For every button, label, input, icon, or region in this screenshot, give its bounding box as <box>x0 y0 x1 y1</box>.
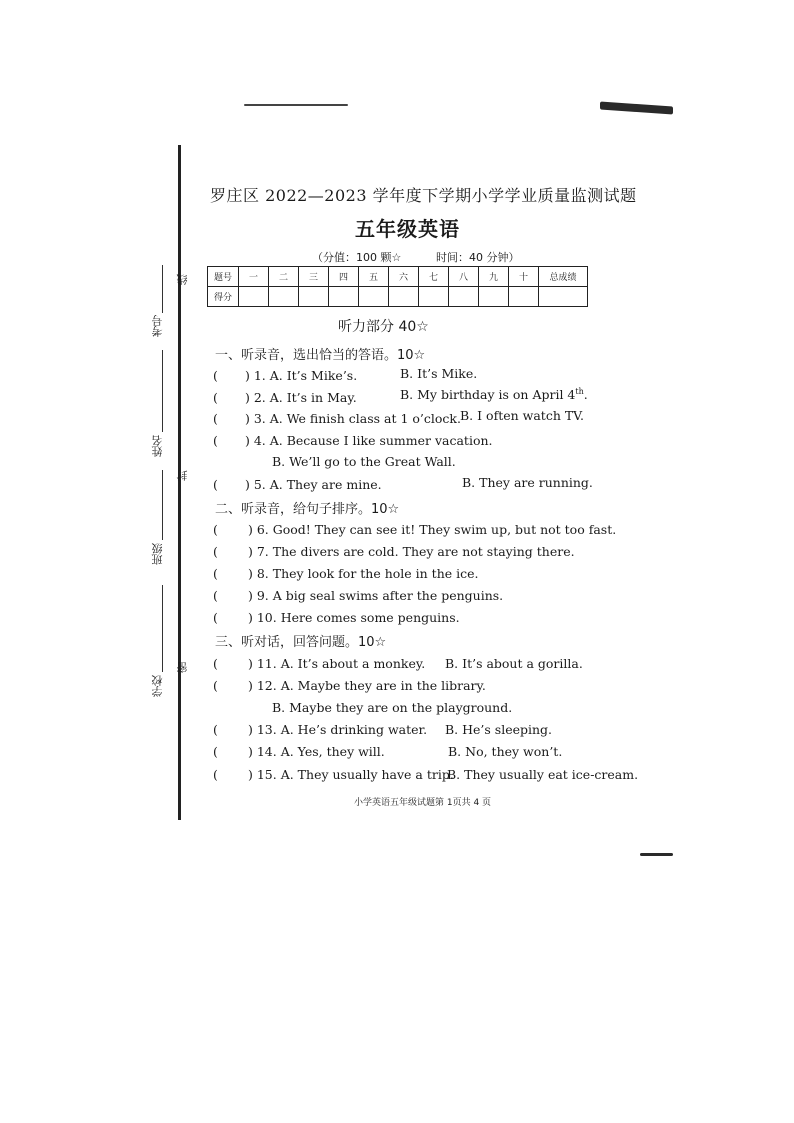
answer-paren: ( <box>213 433 218 448</box>
listening-section-title: 听力部分 40☆ <box>338 319 429 335</box>
exam-no-label: 考号 <box>151 315 164 337</box>
row-label-score: 得分 <box>208 287 239 307</box>
q14-option-b: B. No, they won’t. <box>448 744 563 759</box>
subject-title: 五年级英语 <box>355 217 460 241</box>
q6-text: ) 6. Good! They can see it! They swim up, but not too fast. <box>248 522 617 537</box>
col-10: 十 <box>509 267 539 287</box>
q2-option-a: ) 2. A. It’s in May. <box>245 390 357 405</box>
binding-line <box>178 145 181 820</box>
school-rule <box>162 585 163 672</box>
answer-paren: ( <box>213 722 218 737</box>
answer-paren: ( <box>213 566 218 581</box>
q1-option-a: ) 1. A. It’s Mike’s. <box>245 368 358 383</box>
name-label: 姓名 <box>151 435 164 457</box>
q13-option-a: ) 13. A. He’s drinking water. <box>248 722 428 737</box>
q12-option-a: ) 12. A. Maybe they are in the library. <box>248 678 486 693</box>
q14-option-a: ) 14. A. Yes, they will. <box>248 744 385 759</box>
q1-option-b: B. It’s Mike. <box>400 366 478 381</box>
class-rule <box>162 470 163 540</box>
answer-paren: ( <box>213 368 218 383</box>
seal-xian: 线 <box>176 274 189 285</box>
col-9: 九 <box>479 267 509 287</box>
col-5: 五 <box>359 267 389 287</box>
q11-option-b: B. It’s about a gorilla. <box>445 656 583 671</box>
score-cell <box>239 287 269 307</box>
q4-option-a: ) 4. A. Because I like summer vacation. <box>245 433 493 448</box>
score-cell <box>389 287 419 307</box>
col-8: 八 <box>449 267 479 287</box>
part2-heading: 二、听录音，给句子排序。10☆ <box>215 502 400 517</box>
exam-title: 罗庄区 2022—2023 学年度下学期小学学业质量监测试题 <box>210 186 637 205</box>
q2-option-b-end: . <box>583 387 588 403</box>
answer-paren: ( <box>213 678 218 693</box>
score-cell <box>509 287 539 307</box>
scan-mark-top-left <box>244 104 348 106</box>
answer-paren: ( <box>213 744 218 759</box>
q5-option-a: ) 5. A. They are mine. <box>245 477 382 492</box>
q2-option-b-text: B. My birthday is on April 4 <box>400 387 576 403</box>
q7-text: ) 7. The divers are cold. They are not staying there. <box>248 544 575 559</box>
score-cell <box>329 287 359 307</box>
q10-text: ) 10. Here comes some penguins. <box>248 610 460 625</box>
seal-mi: 密 <box>176 662 189 673</box>
q9-text: ) 9. A big seal swims after the penguins. <box>248 588 504 603</box>
seal-feng: 封 <box>176 470 189 481</box>
time-info: 时间：40 分钟） <box>436 251 520 264</box>
score-cell-total <box>539 287 588 307</box>
q3-option-a: ) 3. A. We finish class at 1 o’clock. <box>245 411 461 426</box>
q5-option-b: B. They are running. <box>462 475 593 490</box>
q15-option-b: B. They usually eat ice-cream. <box>447 767 639 782</box>
answer-paren: ( <box>213 544 218 559</box>
scan-mark-bottom-right <box>640 853 673 856</box>
col-total: 总成绩 <box>539 267 588 287</box>
score-cell <box>359 287 389 307</box>
score-table-header-row <box>208 267 588 287</box>
page-footer: 小学英语五年级试题第 1页共 4 页 <box>354 798 492 808</box>
score-cell <box>299 287 329 307</box>
part1-heading: 一、听录音，选出恰当的答语。10☆ <box>215 348 426 363</box>
scan-mark-top-right <box>600 101 673 114</box>
answer-paren: ( <box>213 767 218 782</box>
score-info: （分值：100 颗☆ <box>312 251 402 264</box>
q15-option-a: ) 15. A. They usually have a trip. <box>248 767 454 782</box>
answer-paren: ( <box>213 656 218 671</box>
class-label: 班级 <box>151 543 164 565</box>
col-2: 二 <box>269 267 299 287</box>
q13-option-b: B. He’s sleeping. <box>445 722 553 737</box>
score-cell <box>449 287 479 307</box>
col-3: 三 <box>299 267 329 287</box>
col-1: 一 <box>239 267 269 287</box>
score-table-score-row <box>208 287 588 307</box>
part3-heading: 三、听对话，回答问题。10☆ <box>215 635 387 650</box>
q2-option-b <box>400 387 588 402</box>
school-label: 学校 <box>151 675 164 697</box>
answer-paren: ( <box>213 610 218 625</box>
name-rule <box>162 350 163 432</box>
answer-paren: ( <box>213 411 218 426</box>
answer-paren: ( <box>213 390 218 405</box>
col-4: 四 <box>329 267 359 287</box>
score-cell <box>479 287 509 307</box>
col-7: 七 <box>419 267 449 287</box>
q11-option-a: ) 11. A. It’s about a monkey. <box>248 656 426 671</box>
q8-text: ) 8. They look for the hole in the ice. <box>248 566 479 581</box>
q4-option-b: B. We’ll go to the Great Wall. <box>272 454 456 469</box>
score-table <box>207 266 588 307</box>
answer-paren: ( <box>213 522 218 537</box>
score-cell <box>419 287 449 307</box>
row-label-question-no: 题号 <box>208 267 239 287</box>
score-cell <box>269 287 299 307</box>
answer-paren: ( <box>213 477 218 492</box>
q2-option-b-sup: th <box>575 387 584 396</box>
col-6: 六 <box>389 267 419 287</box>
exam-no-rule <box>162 265 163 313</box>
q3-option-b: B. I often watch TV. <box>460 408 584 423</box>
q12-option-b: B. Maybe they are on the playground. <box>272 700 513 715</box>
answer-paren: ( <box>213 588 218 603</box>
